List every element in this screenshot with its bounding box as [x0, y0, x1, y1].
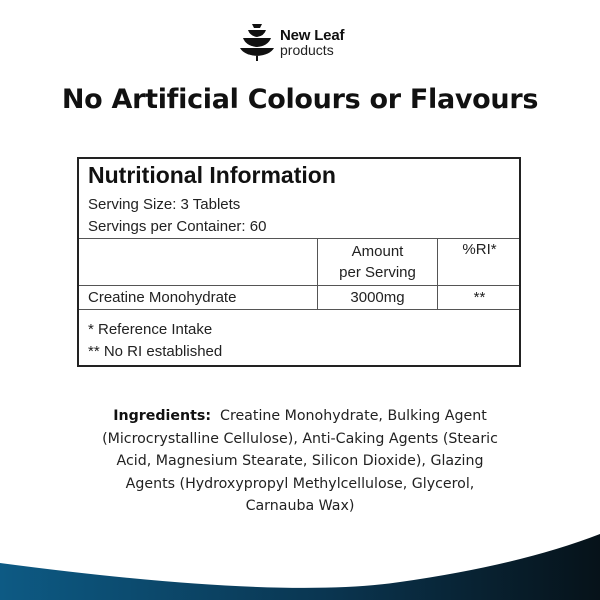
footnote: ** No RI established: [88, 343, 223, 360]
divider: [79, 309, 519, 310]
column-header-amount: [318, 241, 437, 283]
row-ri: **: [473, 289, 486, 306]
ingredients-list: Creatine Monohydrate, Bulking Agent (Microcrystalline Cellulose), Anti-Caking Agents (Stearic Acid, Magnesium Stearate, Silicon Dioxide), Glazing Agents (Hydroxypropyl Methylcellulose, Glycerol, Carnauba Wax): [102, 408, 498, 514]
row-name: Creatine Monohydrate: [88, 289, 237, 306]
serving-size: Serving Size: 3 Tablets: [88, 196, 241, 213]
nutrition-title: Nutritional Information: [88, 162, 336, 188]
row-amount: 3000mg: [350, 289, 405, 306]
footnotes: [88, 319, 222, 363]
column-header-ri: %RI*: [462, 241, 497, 258]
ingredients-label: Ingredients:: [113, 408, 211, 424]
header-line: per Serving: [339, 264, 416, 281]
brand-logo: [240, 22, 344, 62]
ingredients-text: [90, 405, 510, 518]
page-headline: No Artificial Colours or Flavours: [61, 84, 539, 115]
decorative-wave: [0, 520, 600, 600]
tree-icon: [240, 22, 274, 62]
divider: [79, 238, 519, 239]
brand-subtitle: products: [280, 41, 334, 58]
footnote: * Reference Intake: [88, 321, 213, 338]
brand-name: New Leaf: [280, 26, 345, 44]
header-line: Amount: [351, 243, 404, 260]
divider: [79, 285, 519, 286]
nutrition-table: [77, 157, 521, 367]
servings-per-container: Servings per Container: 60: [88, 218, 267, 235]
